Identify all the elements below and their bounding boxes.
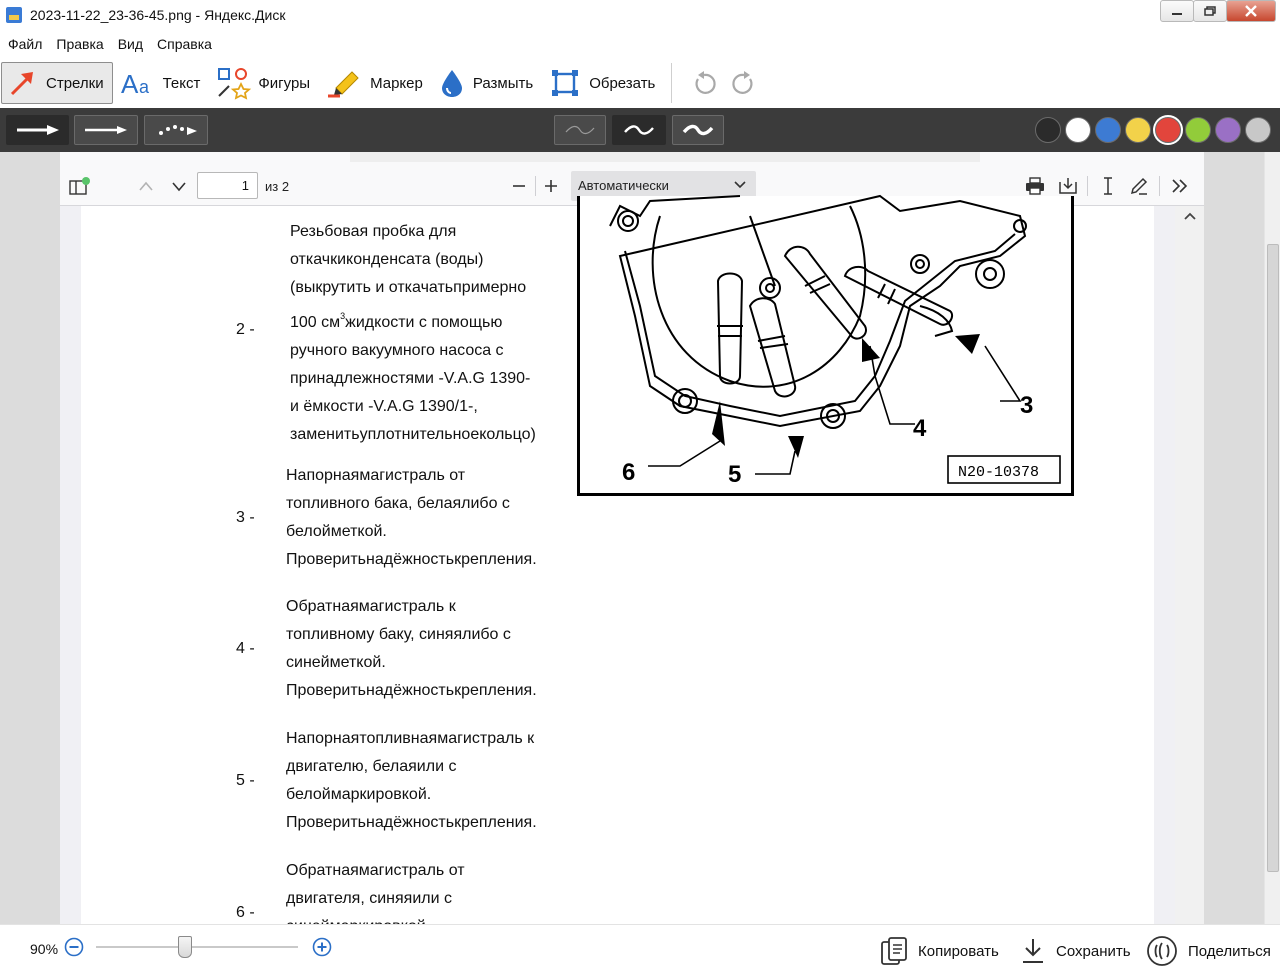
text-line	[290, 302, 590, 337]
pdf-scrollbar[interactable]	[1175, 206, 1204, 924]
text-line: (выкрутить и откачатьпримерно	[290, 279, 527, 296]
print-icon	[1025, 177, 1045, 195]
color-swatch-white[interactable]	[1065, 117, 1091, 143]
zoom-slider-track[interactable]	[96, 946, 298, 948]
marker-tool-icon	[326, 68, 362, 98]
save-label: Сохранить	[1056, 942, 1131, 960]
text-line: ручного вакуумного насоса с	[290, 342, 504, 359]
minus-icon	[511, 178, 527, 194]
pdf-page	[81, 206, 1154, 924]
color-swatch-gray[interactable]	[1245, 117, 1271, 143]
tool-shapes[interactable]	[210, 62, 318, 104]
menu-help[interactable]: Справка	[157, 36, 212, 52]
redo-icon	[731, 70, 757, 96]
text-line: двигателю, белаяили с	[286, 758, 457, 775]
tool-bar	[0, 58, 1280, 108]
text-line: топливного бака, белаялибо с	[286, 495, 510, 512]
chevron-up-icon	[138, 180, 154, 192]
thick-arrow-icon	[13, 123, 63, 137]
color-swatch-red[interactable]	[1155, 117, 1181, 143]
tool-text-label: Текст	[162, 74, 201, 92]
tool-text[interactable]	[115, 62, 209, 104]
arrow-style-dotted[interactable]	[144, 115, 208, 145]
text-line: белоймаркировкой.	[286, 786, 432, 803]
zoom-level: 90%	[30, 941, 59, 957]
text-line: и ёмкости -V.A.G 1390/1-,	[290, 398, 478, 415]
chevron-down-icon	[734, 179, 746, 189]
item-description	[286, 593, 586, 705]
text-line: двигателя, синяяили с	[286, 890, 452, 907]
text-cursor-icon	[1101, 176, 1115, 196]
print-button[interactable]	[1022, 175, 1048, 197]
callout-label: 4	[913, 415, 927, 442]
more-tools-button[interactable]	[1167, 175, 1193, 197]
arrow-style-straight-thick[interactable]	[6, 115, 69, 145]
svg-text:A: A	[120, 69, 138, 99]
scroll-up-button[interactable]	[1175, 210, 1204, 224]
prev-page-button[interactable]	[133, 175, 159, 197]
technical-drawing	[577, 196, 1074, 496]
close-button[interactable]	[1226, 0, 1276, 22]
menu-file[interactable]: Файл	[8, 36, 43, 52]
figure-code: N20-10378	[958, 464, 1040, 481]
window-scrollbar[interactable]	[1264, 152, 1280, 924]
share-label: Поделиться	[1188, 942, 1271, 960]
status-bar	[0, 924, 1280, 976]
next-page-button[interactable]	[166, 175, 192, 197]
title-bar	[0, 0, 1280, 30]
pdf-toolbar-divider	[1087, 176, 1088, 196]
pdf-toolbar-divider	[1159, 176, 1160, 196]
fuel-filter-diagram	[580, 196, 1071, 493]
page-number-input[interactable]: 1	[197, 172, 258, 199]
item-description	[290, 218, 590, 449]
window-title: 2023-11-22_23-36-45.png - Яндекс.Диск	[30, 7, 286, 23]
pdf-page-area	[60, 206, 1204, 924]
text-fragment: 100 см	[290, 314, 341, 331]
tool-blur-label: Размыть	[472, 74, 534, 92]
page-count: из 2	[265, 179, 290, 194]
screenshot-canvas	[0, 152, 1264, 924]
window-controls	[1161, 0, 1276, 22]
zoom-mode-value: Автоматически	[578, 178, 669, 193]
line-width-thin[interactable]	[554, 115, 606, 145]
zoom-slider-thumb[interactable]	[178, 936, 192, 958]
text-line: синейметкой.	[286, 654, 386, 671]
scrollbar-thumb[interactable]	[1267, 244, 1279, 872]
arrow-style-straight-thin[interactable]	[74, 115, 138, 145]
text-line: откачкиконденсата (воды)	[290, 251, 484, 268]
thin-arrow-icon	[81, 123, 131, 137]
draw-button[interactable]	[1126, 175, 1152, 197]
plus-icon	[543, 178, 559, 194]
chevron-down-icon	[171, 180, 187, 192]
item-description	[286, 462, 586, 574]
item-number: 5 -	[236, 772, 255, 789]
tool-crop[interactable]	[543, 62, 663, 104]
share-button[interactable]	[1146, 933, 1271, 969]
close-icon	[1244, 5, 1258, 17]
menu-edit[interactable]: Правка	[56, 36, 104, 52]
tool-crop-label: Обрезать	[589, 74, 656, 92]
text-line: белойметкой.	[286, 523, 387, 540]
text-line: принадлежностями -V.A.G 1390-	[290, 370, 531, 387]
chevron-up-icon	[1183, 210, 1197, 222]
download-button[interactable]	[1055, 175, 1081, 197]
medium-wave-icon	[622, 123, 656, 137]
download-icon	[1058, 177, 1078, 195]
tool-marker-label: Маркер	[370, 74, 423, 92]
callout-label: 6	[622, 459, 636, 486]
options-bar	[0, 108, 1280, 152]
line-width-medium[interactable]	[612, 115, 666, 145]
save-button[interactable]	[1020, 933, 1131, 969]
shapes-tool-icon	[216, 67, 250, 99]
text-select-button[interactable]	[1095, 175, 1121, 197]
text-line: Резьбовая пробка для	[290, 223, 457, 240]
tool-blur[interactable]	[433, 62, 541, 104]
pencil-icon	[1129, 176, 1149, 196]
minimize-icon	[1171, 6, 1183, 16]
color-swatch-green[interactable]	[1185, 117, 1211, 143]
callout-label: 5	[728, 461, 742, 488]
copy-button[interactable]	[880, 933, 999, 969]
item-number: 4 -	[236, 640, 255, 657]
tool-shapes-label: Фигуры	[258, 74, 311, 92]
callout-label: 3	[1020, 392, 1034, 419]
text-line: Обратнаямагистраль к	[286, 598, 456, 615]
undo-button[interactable]	[684, 63, 724, 103]
text-line: Проверитьнадёжностькрепления.	[286, 551, 537, 568]
thick-wave-icon	[681, 123, 715, 137]
restore-icon	[1204, 6, 1216, 16]
drop-icon	[439, 68, 465, 98]
crop-icon	[549, 67, 581, 99]
tool-arrows-label: Стрелки	[46, 74, 104, 92]
copy-label: Копировать	[918, 942, 999, 960]
sidebar-toggle-button[interactable]	[66, 175, 92, 197]
thin-wave-icon	[563, 123, 597, 137]
text-line: Напорнаямагистраль от	[286, 467, 466, 484]
undo-icon	[691, 70, 717, 96]
item-description	[286, 725, 586, 837]
arrow-tool-icon	[8, 69, 38, 97]
maximize-button[interactable]	[1193, 0, 1227, 22]
cropped-toolbar-remnant	[350, 152, 980, 162]
text-line: заменитьуплотнительноекольцо)	[290, 426, 536, 443]
zoom-in-button[interactable]	[538, 175, 564, 197]
text-line: Проверитьнадёжностькрепления.	[286, 814, 537, 831]
text-line: Обратнаямагистраль от	[286, 862, 465, 879]
tool-marker[interactable]	[320, 62, 431, 104]
double-chevron-right-icon	[1170, 178, 1190, 194]
line-width-thick[interactable]	[672, 115, 724, 145]
app-icon	[6, 7, 22, 23]
download-icon	[1020, 937, 1046, 965]
tool-arrows[interactable]	[1, 62, 113, 104]
color-swatch-black[interactable]	[1035, 117, 1061, 143]
pdf-toolbar-divider	[535, 176, 536, 196]
superscript: 3	[340, 311, 346, 321]
color-swatch-blue[interactable]	[1095, 117, 1121, 143]
toolbar-divider	[671, 63, 672, 103]
item-number: 2 -	[236, 321, 255, 338]
menu-bar	[0, 30, 1280, 58]
share-icon	[1146, 935, 1178, 967]
text-fragment: жидкости с помощью	[345, 314, 503, 331]
color-swatch-yellow[interactable]	[1125, 117, 1151, 143]
dotted-arrow-icon	[151, 122, 201, 138]
zoom-out-button[interactable]	[64, 937, 84, 957]
item-number: 6 -	[236, 904, 255, 921]
zoom-in-button[interactable]	[312, 937, 332, 957]
item-number: 3 -	[236, 509, 255, 526]
sidebar-icon	[68, 176, 90, 196]
copy-icon	[880, 936, 908, 966]
svg-text:a: a	[138, 77, 149, 97]
text-line: топливному баку, синяялибо с	[286, 626, 511, 643]
text-tool-icon	[121, 69, 155, 97]
text-line: Напорнаятопливнаямагистраль к	[286, 730, 535, 747]
redo-button[interactable]	[724, 63, 764, 103]
color-swatch-purple[interactable]	[1215, 117, 1241, 143]
zoom-out-button[interactable]	[506, 175, 532, 197]
minimize-button[interactable]	[1160, 0, 1194, 22]
menu-view[interactable]: Вид	[117, 36, 144, 52]
text-line: Проверитьнадёжностькрепления.	[286, 682, 537, 699]
